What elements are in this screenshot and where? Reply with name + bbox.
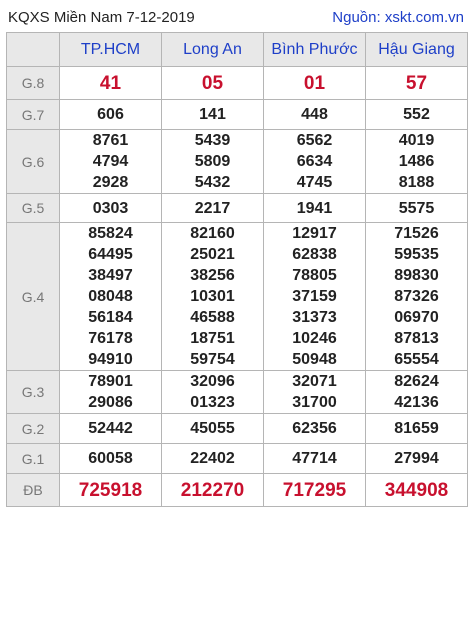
result-cell <box>162 100 264 130</box>
result-number: 2217 <box>194 199 231 217</box>
result-number: 1941 <box>296 199 333 217</box>
result-number: 0303 <box>92 199 129 217</box>
result-number: 4019 <box>398 132 435 149</box>
result-cell <box>264 223 366 371</box>
result-number: 5809 <box>194 153 231 170</box>
result-number: 25021 <box>190 246 235 263</box>
result-number: 141 <box>199 106 226 123</box>
result-number: 552 <box>403 106 430 123</box>
result-number: 212270 <box>180 479 245 501</box>
result-number: 37159 <box>292 288 337 305</box>
prize-label: G.5 <box>7 194 60 223</box>
result-number: 32096 <box>190 373 235 390</box>
prize-label: ĐB <box>7 474 60 507</box>
result-number: 78805 <box>292 267 337 284</box>
page-title: KQXS Miền Nam 7-12-2019 <box>8 8 195 26</box>
result-cell <box>60 194 162 223</box>
result-cell <box>60 414 162 444</box>
result-number: 29086 <box>88 394 133 411</box>
prize-label: G.4 <box>7 223 60 371</box>
result-number: 12917 <box>292 225 337 242</box>
province-header: Long An <box>162 33 264 67</box>
result-cell <box>264 444 366 474</box>
result-number: 8761 <box>92 132 129 149</box>
result-number: 5575 <box>398 199 435 217</box>
result-cell <box>264 130 366 194</box>
prize-label: G.8 <box>7 67 60 100</box>
result-cell <box>366 223 468 371</box>
prize-label: G.2 <box>7 414 60 444</box>
result-number: 31700 <box>292 394 337 411</box>
result-number: 64495 <box>88 246 133 263</box>
source-link[interactable]: Nguồn: xskt.com.vn <box>332 8 464 26</box>
result-number: 50948 <box>292 351 337 368</box>
result-cell <box>264 371 366 414</box>
province-header: Bình Phước <box>264 33 366 67</box>
result-number: 65554 <box>394 351 439 368</box>
result-number: 71526 <box>394 225 439 242</box>
prize-row-g4 <box>7 223 468 371</box>
result-number: 18751 <box>190 330 235 347</box>
result-number: 5439 <box>194 132 231 149</box>
corner-cell <box>7 33 60 67</box>
result-cell <box>366 194 468 223</box>
prize-label: G.3 <box>7 371 60 414</box>
province-header-row <box>7 33 468 67</box>
result-number: 78901 <box>88 373 133 390</box>
prize-row-g5 <box>7 194 468 223</box>
result-number: 42136 <box>394 394 439 411</box>
result-cell <box>366 414 468 444</box>
result-cell <box>366 100 468 130</box>
result-number: 6562 <box>296 132 333 149</box>
result-number: 344908 <box>384 479 449 501</box>
result-cell <box>366 130 468 194</box>
result-cell <box>162 67 264 100</box>
result-cell <box>60 474 162 507</box>
result-number: 22402 <box>190 450 235 467</box>
result-cell <box>264 67 366 100</box>
result-number: 82624 <box>394 373 439 390</box>
result-number: 89830 <box>394 267 439 284</box>
result-number: 60058 <box>88 450 133 467</box>
result-cell <box>162 194 264 223</box>
result-number: 56184 <box>88 309 133 326</box>
result-number: 6634 <box>296 153 333 170</box>
result-number: 85824 <box>88 225 133 242</box>
result-cell <box>60 67 162 100</box>
result-number: 57 <box>405 72 428 94</box>
result-cell <box>162 223 264 371</box>
result-cell <box>264 100 366 130</box>
result-number: 38497 <box>88 267 133 284</box>
prize-row-g1 <box>7 444 468 474</box>
result-number: 62356 <box>292 420 337 437</box>
result-number: 46588 <box>190 309 235 326</box>
result-cell <box>264 474 366 507</box>
prize-label: G.1 <box>7 444 60 474</box>
result-number: 10246 <box>292 330 337 347</box>
result-cell <box>366 371 468 414</box>
result-cell <box>60 371 162 414</box>
result-cell <box>60 223 162 371</box>
result-number: 59535 <box>394 246 439 263</box>
result-cell <box>366 67 468 100</box>
result-number: 1486 <box>398 153 435 170</box>
result-number: 606 <box>97 106 124 123</box>
result-cell <box>162 130 264 194</box>
result-number: 4745 <box>296 174 333 191</box>
result-number: 82160 <box>190 225 235 242</box>
result-number: 2928 <box>92 174 129 191</box>
result-number: 52442 <box>88 420 133 437</box>
result-number: 05 <box>201 72 224 94</box>
result-number: 87326 <box>394 288 439 305</box>
result-number: 41 <box>99 72 122 94</box>
result-cell <box>162 444 264 474</box>
result-cell <box>60 130 162 194</box>
result-cell <box>60 444 162 474</box>
result-number: 32071 <box>292 373 337 390</box>
result-number: 08048 <box>88 288 133 305</box>
prize-label: G.6 <box>7 130 60 194</box>
province-header: TP.HCM <box>60 33 162 67</box>
result-number: 27994 <box>394 450 439 467</box>
result-cell <box>162 414 264 444</box>
result-number: 448 <box>301 106 328 123</box>
result-number: 38256 <box>190 267 235 284</box>
result-number: 76178 <box>88 330 133 347</box>
result-number: 81659 <box>394 420 439 437</box>
result-number: 4794 <box>92 153 129 170</box>
result-number: 06970 <box>394 309 439 326</box>
prize-row-db <box>7 474 468 507</box>
title-bar <box>6 4 468 30</box>
prize-row-g7 <box>7 100 468 130</box>
result-cell <box>264 414 366 444</box>
result-cell <box>162 371 264 414</box>
province-header: Hậu Giang <box>366 33 468 67</box>
result-number: 01323 <box>190 394 235 411</box>
result-number: 94910 <box>88 351 133 368</box>
result-number: 10301 <box>190 288 235 305</box>
result-number: 725918 <box>78 479 143 501</box>
result-number: 59754 <box>190 351 235 368</box>
result-cell <box>264 194 366 223</box>
result-number: 5432 <box>194 174 231 191</box>
result-number: 717295 <box>282 479 347 501</box>
result-cell <box>60 100 162 130</box>
prize-row-g8 <box>7 67 468 100</box>
prize-row-g2 <box>7 414 468 444</box>
result-cell <box>366 474 468 507</box>
prize-row-g6 <box>7 130 468 194</box>
result-number: 62838 <box>292 246 337 263</box>
result-number: 31373 <box>292 309 337 326</box>
result-cell <box>162 474 264 507</box>
prize-row-g3 <box>7 371 468 414</box>
result-number: 47714 <box>292 450 337 467</box>
result-cell <box>366 444 468 474</box>
results-table <box>6 32 468 507</box>
result-number: 8188 <box>398 174 435 191</box>
result-number: 01 <box>303 72 326 94</box>
result-number: 87813 <box>394 330 439 347</box>
result-number: 45055 <box>190 420 235 437</box>
prize-label: G.7 <box>7 100 60 130</box>
